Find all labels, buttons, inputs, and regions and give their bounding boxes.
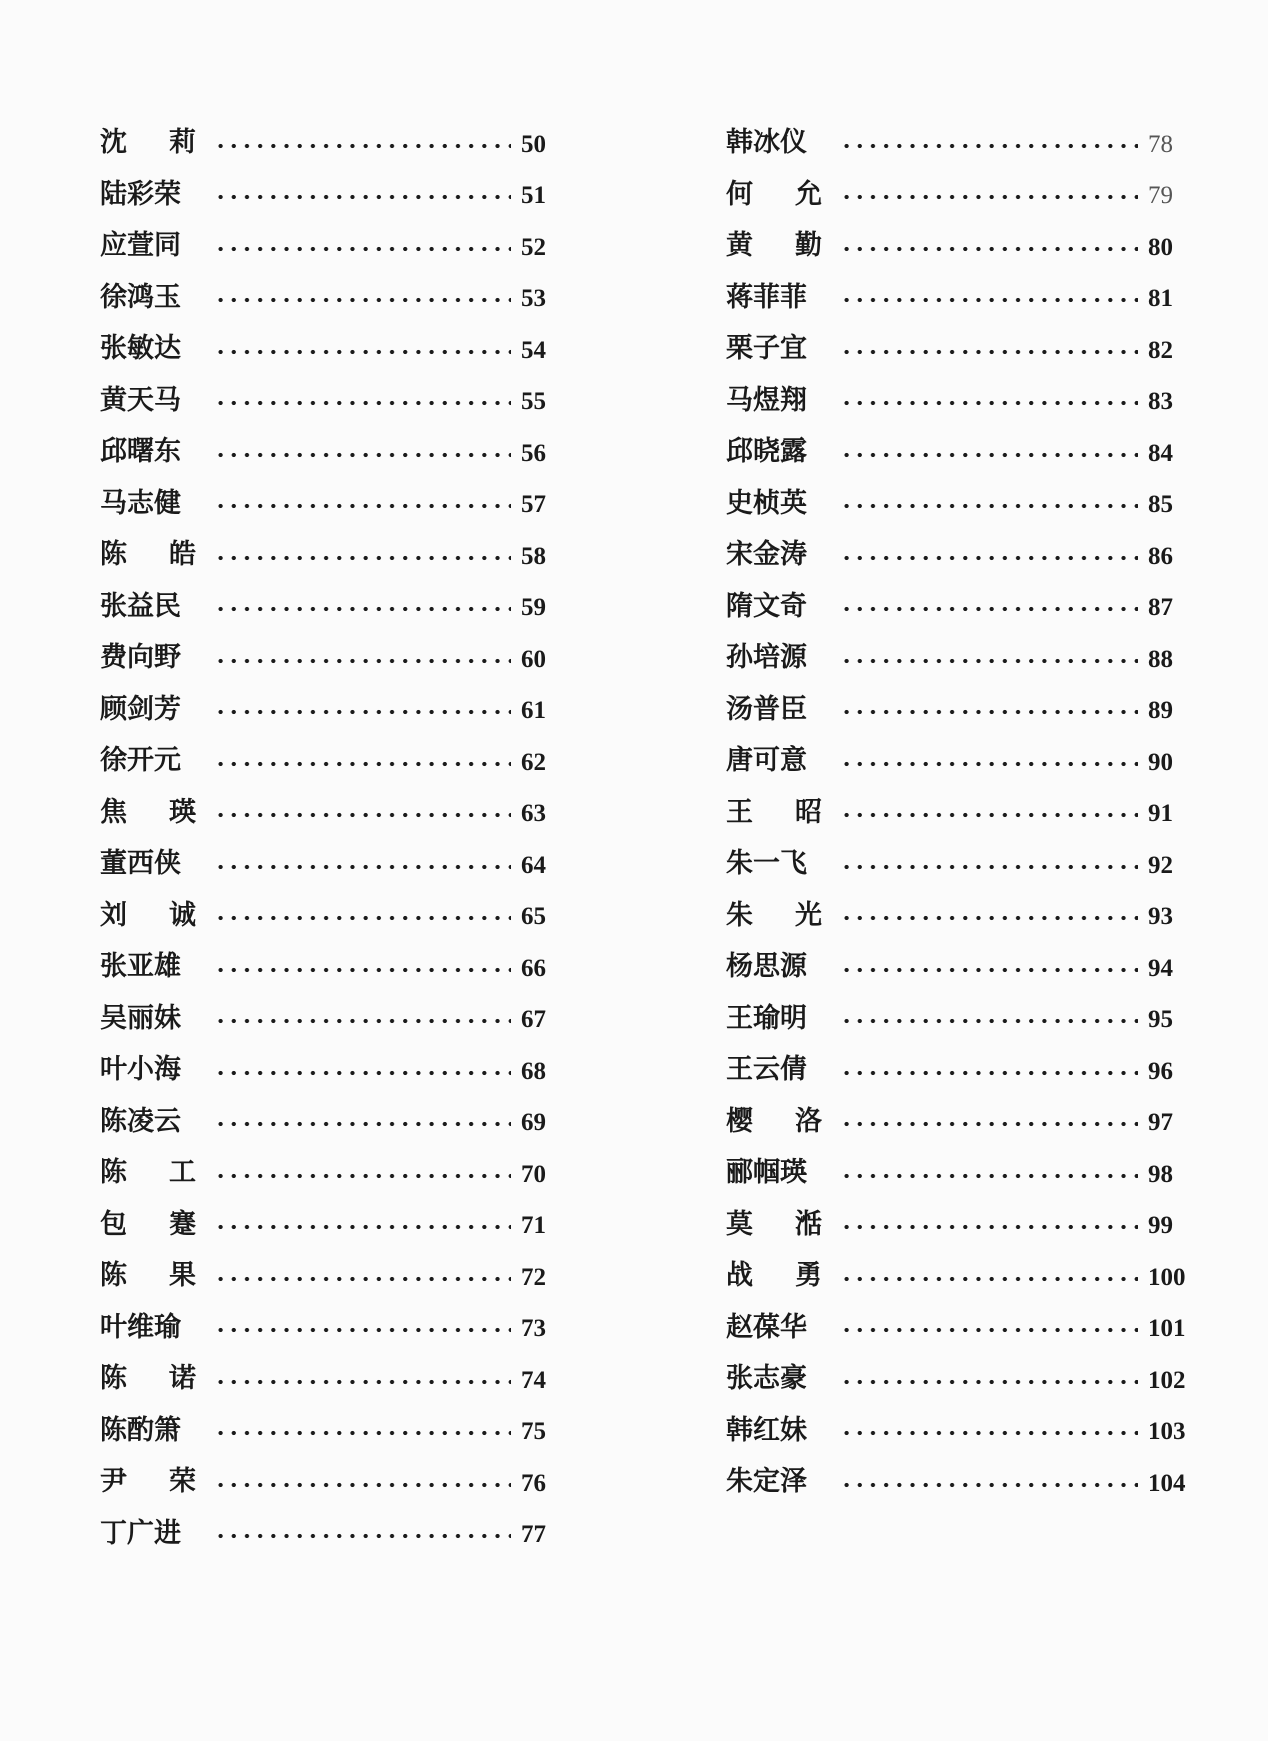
entry-page-number: 58 bbox=[521, 542, 546, 570]
entry-name: 郦帼瑛 bbox=[726, 1157, 807, 1189]
dot-leader bbox=[214, 1070, 511, 1076]
dot-leader bbox=[214, 1121, 511, 1127]
entry-name: 孙培源 bbox=[726, 642, 807, 674]
entry-name: 陈 工 bbox=[100, 1157, 196, 1189]
toc-entry bbox=[100, 1505, 565, 1557]
toc-entry bbox=[726, 784, 1192, 836]
toc-entry bbox=[726, 1196, 1192, 1248]
dot-leader bbox=[840, 1379, 1138, 1385]
entry-name: 董西侠 bbox=[100, 848, 181, 880]
entry-name: 徐鸿玉 bbox=[100, 281, 181, 313]
toc-entry bbox=[100, 1299, 565, 1351]
entry-name: 顾剑芳 bbox=[100, 693, 181, 725]
dot-leader bbox=[214, 503, 511, 509]
entry-page-number: 92 bbox=[1148, 851, 1173, 879]
entry-page-number: 81 bbox=[1148, 285, 1173, 313]
dot-leader bbox=[214, 452, 511, 458]
entry-page-number: 71 bbox=[521, 1212, 546, 1240]
entry-name: 马煜翔 bbox=[726, 384, 807, 416]
entry-name: 尹 荣 bbox=[100, 1466, 196, 1498]
toc-column-right bbox=[726, 114, 1192, 1505]
dot-leader bbox=[214, 349, 511, 355]
entry-name: 朱 光 bbox=[726, 899, 822, 931]
toc-entry bbox=[100, 1402, 565, 1454]
entry-name: 蒋菲菲 bbox=[726, 281, 807, 313]
entry-name: 陈 皓 bbox=[100, 539, 196, 571]
entry-page-number: 76 bbox=[521, 1469, 546, 1497]
entry-name: 张亚雄 bbox=[100, 951, 181, 983]
toc-entry bbox=[100, 1350, 565, 1402]
entry-name: 陈 诺 bbox=[100, 1363, 196, 1395]
dot-leader bbox=[840, 1482, 1138, 1488]
dot-leader bbox=[214, 1018, 511, 1024]
dot-leader bbox=[214, 709, 511, 715]
entry-name: 邱曙东 bbox=[100, 436, 181, 468]
dot-leader bbox=[214, 967, 511, 973]
toc-entry bbox=[726, 1247, 1192, 1299]
toc-entry bbox=[726, 835, 1192, 887]
toc-entry bbox=[726, 938, 1192, 990]
toc-entry bbox=[100, 166, 565, 218]
entry-page-number: 82 bbox=[1148, 336, 1173, 364]
dot-leader bbox=[840, 503, 1138, 509]
entry-page-number: 66 bbox=[521, 954, 546, 982]
entry-name: 杨思源 bbox=[726, 951, 807, 983]
entry-name: 韩红妹 bbox=[726, 1414, 807, 1446]
toc-entry bbox=[100, 629, 565, 681]
toc-entry bbox=[100, 1247, 565, 1299]
entry-page-number: 95 bbox=[1148, 1006, 1173, 1034]
dot-leader bbox=[840, 297, 1138, 303]
toc-entry bbox=[100, 1453, 565, 1505]
entry-name: 黄 勤 bbox=[726, 230, 822, 262]
toc-entry bbox=[100, 372, 565, 424]
entry-page-number: 94 bbox=[1148, 954, 1173, 982]
toc-entry bbox=[726, 1350, 1192, 1402]
entry-name: 马志健 bbox=[100, 487, 181, 519]
entry-page-number: 74 bbox=[521, 1366, 546, 1394]
toc-entry bbox=[100, 784, 565, 836]
entry-name: 叶小海 bbox=[100, 1054, 181, 1086]
entry-page-number: 83 bbox=[1148, 388, 1173, 416]
dot-leader bbox=[840, 1430, 1138, 1436]
entry-name: 张志豪 bbox=[726, 1363, 807, 1395]
toc-entry bbox=[100, 681, 565, 733]
toc-entry bbox=[726, 423, 1192, 475]
entry-name: 陈酌箫 bbox=[100, 1414, 181, 1446]
toc-entry bbox=[100, 1144, 565, 1196]
dot-leader bbox=[214, 1482, 511, 1488]
toc-entry bbox=[100, 887, 565, 939]
entry-name: 战 勇 bbox=[726, 1260, 822, 1292]
toc-entry bbox=[726, 526, 1192, 578]
toc-entry bbox=[726, 1299, 1192, 1351]
entry-page-number: 57 bbox=[521, 491, 546, 519]
dot-leader bbox=[214, 400, 511, 406]
entry-name: 赵葆华 bbox=[726, 1311, 807, 1343]
entry-name: 唐可意 bbox=[726, 745, 807, 777]
dot-leader bbox=[214, 761, 511, 767]
entry-name: 邱晓露 bbox=[726, 436, 807, 468]
entry-page-number: 91 bbox=[1148, 800, 1173, 828]
entry-page-number: 55 bbox=[521, 388, 546, 416]
entry-page-number: 60 bbox=[521, 645, 546, 673]
toc-entry bbox=[726, 887, 1192, 939]
toc-entry bbox=[726, 681, 1192, 733]
entry-name: 陈凌云 bbox=[100, 1105, 181, 1137]
entry-page-number: 104 bbox=[1148, 1469, 1186, 1497]
entry-page-number: 85 bbox=[1148, 491, 1173, 519]
dot-leader bbox=[214, 297, 511, 303]
entry-page-number: 86 bbox=[1148, 542, 1173, 570]
toc-entry bbox=[726, 114, 1192, 166]
entry-name: 隋文奇 bbox=[726, 590, 807, 622]
toc-entry bbox=[100, 217, 565, 269]
entry-name: 刘 诚 bbox=[100, 899, 196, 931]
dot-leader bbox=[840, 555, 1138, 561]
entry-page-number: 99 bbox=[1148, 1212, 1173, 1240]
toc-column-left bbox=[100, 114, 565, 1556]
entry-page-number: 64 bbox=[521, 851, 546, 879]
entry-name: 黄天马 bbox=[100, 384, 181, 416]
dot-leader bbox=[840, 812, 1138, 818]
dot-leader bbox=[214, 812, 511, 818]
entry-page-number: 89 bbox=[1148, 697, 1173, 725]
toc-entry bbox=[100, 114, 565, 166]
entry-page-number: 68 bbox=[521, 1057, 546, 1085]
entry-name: 樱 洛 bbox=[726, 1105, 822, 1137]
entry-page-number: 52 bbox=[521, 233, 546, 261]
entry-page-number: 65 bbox=[521, 903, 546, 931]
dot-leader bbox=[840, 1121, 1138, 1127]
entry-page-number: 79 bbox=[1148, 182, 1173, 210]
entry-name: 陆彩荣 bbox=[100, 178, 181, 210]
dot-leader bbox=[840, 246, 1138, 252]
toc-entry bbox=[100, 938, 565, 990]
toc-entry bbox=[726, 1144, 1192, 1196]
dot-leader bbox=[214, 1224, 511, 1230]
entry-name: 沈 莉 bbox=[100, 127, 196, 159]
entry-name: 汤普臣 bbox=[726, 693, 807, 725]
entry-name: 朱一飞 bbox=[726, 848, 807, 880]
toc-entry bbox=[100, 835, 565, 887]
dot-leader bbox=[214, 143, 511, 149]
entry-name: 张敏达 bbox=[100, 333, 181, 365]
dot-leader bbox=[214, 1430, 511, 1436]
entry-name: 王 昭 bbox=[726, 796, 822, 828]
dot-leader bbox=[214, 555, 511, 561]
toc-entry bbox=[726, 1402, 1192, 1454]
entry-name: 栗子宜 bbox=[726, 333, 807, 365]
dot-leader bbox=[840, 143, 1138, 149]
dot-leader bbox=[840, 1018, 1138, 1024]
entry-page-number: 80 bbox=[1148, 233, 1173, 261]
entry-page-number: 90 bbox=[1148, 748, 1173, 776]
dot-leader bbox=[840, 1173, 1138, 1179]
dot-leader bbox=[840, 1224, 1138, 1230]
dot-leader bbox=[840, 606, 1138, 612]
dot-leader bbox=[840, 658, 1138, 664]
dot-leader bbox=[214, 246, 511, 252]
toc-entry bbox=[100, 732, 565, 784]
toc-entry bbox=[100, 1196, 565, 1248]
entry-page-number: 102 bbox=[1148, 1366, 1186, 1394]
toc-entry bbox=[726, 578, 1192, 630]
dot-leader bbox=[214, 1379, 511, 1385]
dot-leader bbox=[840, 761, 1138, 767]
dot-leader bbox=[214, 915, 511, 921]
dot-leader bbox=[840, 1276, 1138, 1282]
toc-entry bbox=[726, 269, 1192, 321]
dot-leader bbox=[214, 1276, 511, 1282]
entry-page-number: 93 bbox=[1148, 903, 1173, 931]
entry-page-number: 75 bbox=[521, 1418, 546, 1446]
dot-leader bbox=[214, 1327, 511, 1333]
entry-page-number: 84 bbox=[1148, 439, 1173, 467]
toc-entry bbox=[100, 990, 565, 1042]
dot-leader bbox=[214, 1533, 511, 1539]
entry-name: 宋金涛 bbox=[726, 539, 807, 571]
entry-page-number: 62 bbox=[521, 748, 546, 776]
entry-page-number: 56 bbox=[521, 439, 546, 467]
entry-page-number: 70 bbox=[521, 1160, 546, 1188]
entry-name: 陈 果 bbox=[100, 1260, 196, 1292]
dot-leader bbox=[840, 915, 1138, 921]
entry-name: 焦 瑛 bbox=[100, 796, 196, 828]
entry-page-number: 98 bbox=[1148, 1160, 1173, 1188]
entry-name: 叶维瑜 bbox=[100, 1311, 181, 1343]
entry-page-number: 53 bbox=[521, 285, 546, 313]
entry-page-number: 59 bbox=[521, 594, 546, 622]
dot-leader bbox=[840, 1070, 1138, 1076]
dot-leader bbox=[214, 864, 511, 870]
entry-page-number: 67 bbox=[521, 1006, 546, 1034]
dot-leader bbox=[840, 400, 1138, 406]
entry-page-number: 88 bbox=[1148, 645, 1173, 673]
toc-entry bbox=[100, 423, 565, 475]
entry-page-number: 101 bbox=[1148, 1315, 1186, 1343]
entry-name: 费向野 bbox=[100, 642, 181, 674]
dot-leader bbox=[214, 658, 511, 664]
toc-entry bbox=[100, 526, 565, 578]
entry-page-number: 61 bbox=[521, 697, 546, 725]
entry-page-number: 73 bbox=[521, 1315, 546, 1343]
toc-entry bbox=[100, 1093, 565, 1145]
toc-entry bbox=[726, 217, 1192, 269]
entry-page-number: 96 bbox=[1148, 1057, 1173, 1085]
entry-name: 吴丽妹 bbox=[100, 1002, 181, 1034]
entry-name: 王云倩 bbox=[726, 1054, 807, 1086]
entry-page-number: 72 bbox=[521, 1263, 546, 1291]
toc-entry bbox=[726, 1041, 1192, 1093]
toc-entry bbox=[726, 372, 1192, 424]
entry-name: 丁广进 bbox=[100, 1517, 181, 1549]
entry-name: 包 蹇 bbox=[100, 1208, 196, 1240]
entry-page-number: 50 bbox=[521, 130, 546, 158]
toc-entry bbox=[100, 578, 565, 630]
entry-page-number: 51 bbox=[521, 182, 546, 210]
toc-entry bbox=[100, 1041, 565, 1093]
toc-entry bbox=[100, 269, 565, 321]
entry-page-number: 63 bbox=[521, 800, 546, 828]
dot-leader bbox=[840, 452, 1138, 458]
toc-entry bbox=[726, 475, 1192, 527]
entry-name: 王瑜明 bbox=[726, 1002, 807, 1034]
dot-leader bbox=[840, 349, 1138, 355]
toc-entry bbox=[726, 320, 1192, 372]
entry-name: 莫 湉 bbox=[726, 1208, 822, 1240]
entry-name: 韩冰仪 bbox=[726, 127, 807, 159]
toc-entry bbox=[726, 629, 1192, 681]
dot-leader bbox=[840, 1327, 1138, 1333]
toc-entry bbox=[100, 475, 565, 527]
dot-leader bbox=[214, 1173, 511, 1179]
entry-page-number: 100 bbox=[1148, 1263, 1186, 1291]
entry-page-number: 103 bbox=[1148, 1418, 1186, 1446]
entry-name: 朱定泽 bbox=[726, 1466, 807, 1498]
entry-name: 张益民 bbox=[100, 590, 181, 622]
entry-name: 应萱同 bbox=[100, 230, 181, 262]
entry-page-number: 69 bbox=[521, 1109, 546, 1137]
toc-entry bbox=[726, 732, 1192, 784]
dot-leader bbox=[840, 864, 1138, 870]
toc-entry bbox=[100, 320, 565, 372]
dot-leader bbox=[840, 194, 1138, 200]
toc-entry bbox=[726, 166, 1192, 218]
entry-name: 何 允 bbox=[726, 178, 822, 210]
entry-page-number: 78 bbox=[1148, 130, 1173, 158]
entry-page-number: 77 bbox=[521, 1521, 546, 1549]
toc-entry bbox=[726, 1453, 1192, 1505]
entry-page-number: 97 bbox=[1148, 1109, 1173, 1137]
entry-name: 史桢英 bbox=[726, 487, 807, 519]
toc-entry bbox=[726, 990, 1192, 1042]
entry-page-number: 54 bbox=[521, 336, 546, 364]
toc-entry bbox=[726, 1093, 1192, 1145]
entry-name: 徐开元 bbox=[100, 745, 181, 777]
dot-leader bbox=[840, 709, 1138, 715]
dot-leader bbox=[840, 967, 1138, 973]
dot-leader bbox=[214, 606, 511, 612]
dot-leader bbox=[214, 194, 511, 200]
entry-page-number: 87 bbox=[1148, 594, 1173, 622]
